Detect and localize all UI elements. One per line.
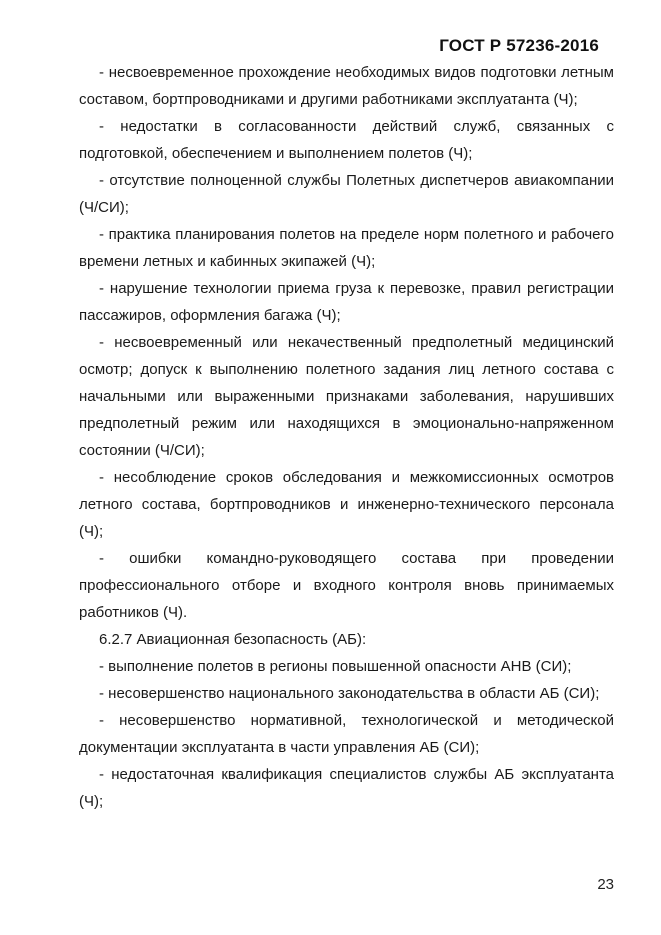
section-heading-aviation-security: 6.2.7 Авиационная безопасность (АБ): [99, 631, 367, 648]
list-item-coordination-deficiencies: - недостатки в согласованности действий служб, связанных с подготовкой, обеспечением и выполнением полетов (Ч); [79, 118, 614, 162]
document-standard-header: ГОСТ Р 57236-2016 [439, 36, 599, 55]
list-item-operator-documentation: - несовершенство нормативной, технологической и методической документации эксплуатанта в части управления АБ (СИ); [79, 712, 614, 756]
list-item-high-risk-regions: - выполнение полетов в регионы повышенной опасности АНВ (СИ); [99, 658, 572, 675]
list-item-untimely-training: - несвоевременное прохождение необходимых видов подготовки летным составом, бортпроводниками и другими работниками эксплуатанта (Ч); [79, 64, 614, 108]
list-item-no-dispatch-service: - отсутствие полноценной службы Полетных диспетчеров авиакомпании (Ч/СИ); [79, 172, 614, 216]
list-item-staff-qualification: - недостаточная квалификация специалистов службы АБ эксплуатанта (Ч); [79, 766, 614, 810]
list-item-flight-planning-limits: - практика планирования полетов на пределе норм полетного и рабочего времени летных и кабинных экипажей (Ч); [79, 226, 614, 270]
list-item-examination-deadlines: - несоблюдение сроков обследования и межкомиссионных осмотров летного состава, бортпроводников и инженерно-технического персонала (Ч); [79, 469, 614, 540]
list-item-medical-check: - несвоевременный или некачественный предполетный медицинский осмотр; допуск к выполнению полетного задания лиц летного состава с начальными или выраженными признаками заболевания, нарушивших предполетный режим или находящихся в эмоционально-напряженном состоянии (Ч/СИ); [79, 334, 614, 459]
list-item-cargo-technology-violation: - нарушение технологии приема груза к перевозке, правил регистрации пассажиров, оформления багажа (Ч); [79, 280, 614, 324]
list-item-national-legislation: - несовершенство национального законодательства в области АБ (СИ); [99, 685, 600, 702]
list-item-management-errors: - ошибки командно-руководящего состава при проведении профессионального отборе и входного контроля вновь принимаемых работников (Ч). [79, 550, 614, 621]
page-number: 23 [597, 876, 614, 893]
document-body [79, 59, 614, 815]
